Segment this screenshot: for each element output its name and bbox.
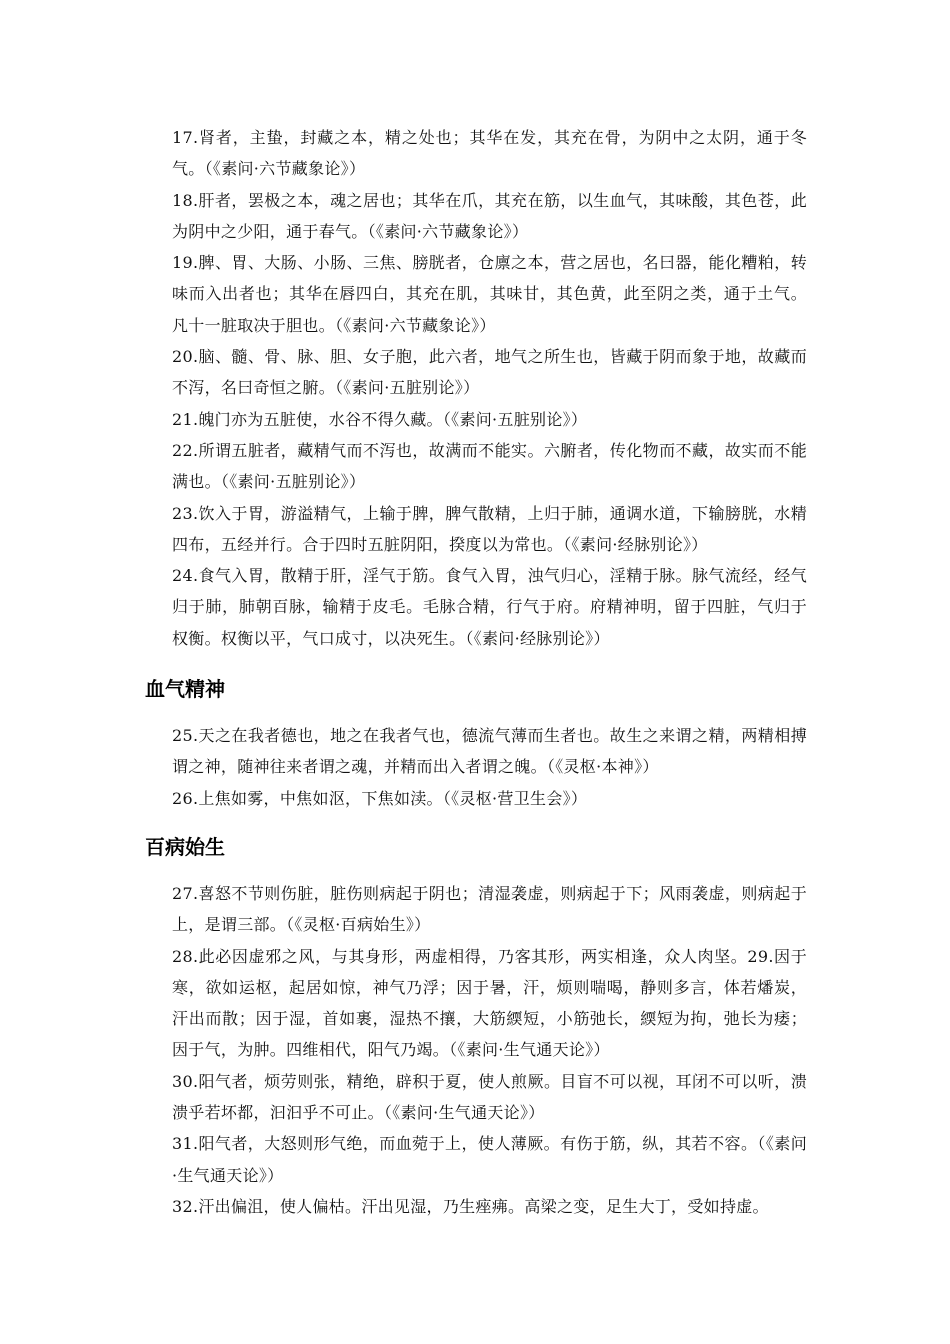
document-body xyxy=(145,122,807,1222)
section-heading-diseases: 百病始生 xyxy=(145,834,225,859)
paragraph-19: 19.脾、胃、大肠、小肠、三焦、膀胱者，仓廪之本，营之居也，名曰器，能化糟粕，转味而入出者也；其华在唇四白，其充在肌，其味甘，其色黄，此至阴之类，通于土气。凡十一脏取决于胆也。（《素问·六节藏象论》） xyxy=(172,253,807,335)
paragraph-25: 25.天之在我者德也，地之在我者气也，德流气薄而生者也。故生之来谓之精，两精相搏谓之神，随神往来者谓之魂，并精而出入者谓之魄。（《灵枢·本神》） xyxy=(172,726,807,777)
paragraph-31: 31.阳气者，大怒则形气绝，而血菀于上，使人薄厥。有伤于筋，纵，其若不容。（《素问·生气通天论》） xyxy=(172,1134,807,1185)
paragraph-32: 32.汗出偏沮，使人偏枯。汗出见湿，乃生痤疿。高梁之变，足生大丁，受如持虚。 xyxy=(172,1196,769,1216)
paragraph-28: 28.此必因虚邪之风，与其身形，两虚相得，乃客其形，两实相逢，众人肉坚。29.因于寒，欲如运枢，起居如惊，神气乃浮；因于暑，汗，烦则喘喝，静则多言，体若燔炭，汗出而散；因于湿，首如裹，湿热不攘，大筋緛短，小筋弛长，緛短为拘，弛长为痿；因于气，为肿。四维相代，阳气乃竭。（《素问·生气通天论》） xyxy=(172,946,807,1060)
paragraph-23: 23.饮入于胃，游溢精气，上输于脾，脾气散精，上归于肺，通调水道，下输膀胱，水精四布，五经并行。合于四时五脏阴阳，揆度以为常也。（《素问·经脉别论》） xyxy=(172,503,807,554)
paragraph-18: 18.肝者，罢极之本，魂之居也；其华在爪，其充在筋，以生血气，其味酸，其色苍，此为阴中之少阳，通于春气。（《素问·六节藏象论》） xyxy=(172,190,807,241)
paragraph-30: 30.阳气者，烦劳则张，精绝，辟积于夏，使人煎厥。目盲不可以视，耳闭不可以听，溃溃乎若坏都，汩汩乎不可止。（《素问·生气通天论》） xyxy=(172,1071,807,1123)
paragraph-20: 20.脑、髓、骨、脉、胆、女子胞，此六者，地气之所生也，皆藏于阴而象于地，故藏而不泻，名曰奇恒之腑。（《素问·五脏别论》） xyxy=(172,347,807,398)
paragraph-22: 22.所谓五脏者，藏精气而不泻也，故满而不能实。六腑者，传化物而不藏，故实而不能满也。（《素问·五脏别论》） xyxy=(172,440,807,492)
paragraph-21: 21.魄门亦为五脏使，水谷不得久藏。（《素问·五脏别论》） xyxy=(172,409,588,429)
paragraph-24: 24.食气入胃，散精于肝，淫气于筋。食气入胃，浊气归心，淫精于脉。脉气流经，经气归于肺，肺朝百脉，输精于皮毛。毛脉合精，行气于府。府精神明，留于四脏，气归于权衡。权衡以平，气口成寸，以决死生。（《素问·经脉别论》） xyxy=(172,566,807,648)
paragraph-26: 26.上焦如雾，中焦如沤，下焦如渎。（《灵枢·营卫生会》） xyxy=(172,788,588,808)
paragraph-17: 17.肾者，主蛰，封藏之本，精之处也；其华在发，其充在骨，为阴中之太阴，通于冬气。（《素问·六节藏象论》） xyxy=(172,128,807,179)
section-heading-blood-qi: 血气精神 xyxy=(145,677,225,702)
paragraph-27: 27.喜怒不节则伤脏，脏伤则病起于阴也；清湿袭虚，则病起于下；风雨袭虚，则病起于上，是谓三部。（《灵枢·百病始生》） xyxy=(172,883,807,935)
